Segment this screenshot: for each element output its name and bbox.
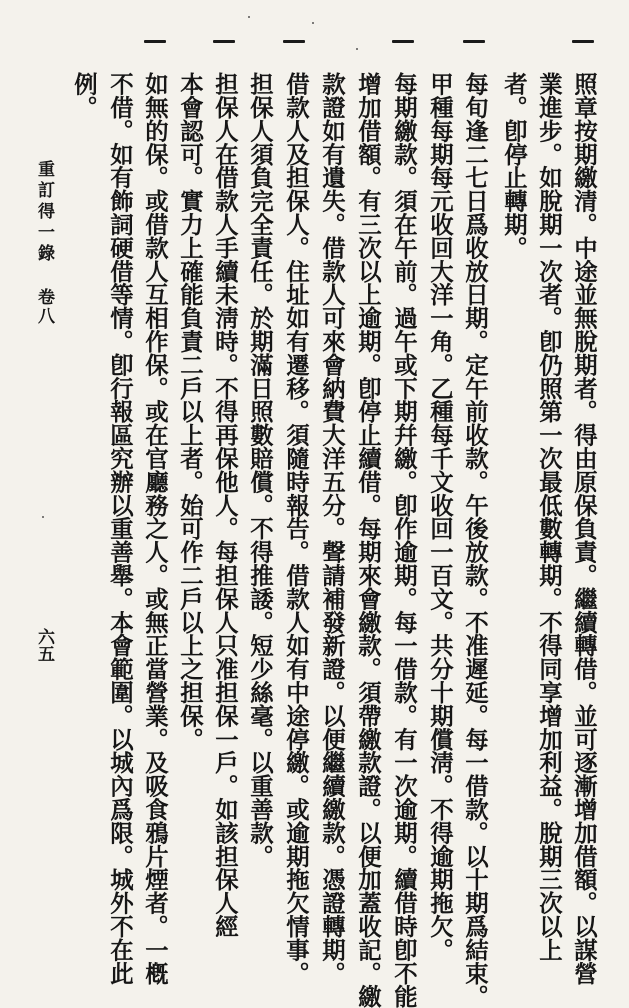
text-column-14: 不借。如有飾詞硬借等情。卽行報區究辦以重善舉。本會範圍。以城內爲限。城外不在此 [106, 72, 134, 985]
text-column-2: 業進步。如脫期一次者。卽仍照第一次最低數轉期。不得同享增加利益。脫期三次以上 [535, 72, 563, 962]
item-marker-dash [572, 40, 594, 43]
item-marker-dash [213, 40, 235, 43]
text-column-8: 款證如有遺失。借款人可來會納費大洋五分。聲請補發新證。以便繼續繳款。憑證轉期。 [318, 72, 346, 985]
book-title: 重訂得一錄 [34, 160, 54, 265]
item-marker-dash [144, 40, 166, 43]
scan-speck [42, 516, 44, 518]
text-column-4: 每旬逢二七日爲收放日期。定午前收款。午後放款。不准遲延。每一借款。以十期爲結束。 [461, 72, 489, 1008]
text-column-12: 本會認可。實力上確能負責二戶以上者。始可作二戶以上之担保。 [176, 72, 204, 751]
scan-speck [312, 22, 314, 24]
scan-speck [248, 16, 250, 18]
text-column-6: 每期繳款。須在午前。過午或下期幷繳。卽作逾期。每一借款。有一次逾期。續借時卽不能 [390, 72, 418, 1008]
text-column-1: 照章按期繳清。中途並無脫期者。得由原保負責。繼續轉借。並可逐漸增加借額。以謀營 [570, 72, 598, 985]
text-column-13: 如無的保。或借款人互相作保。或在官廳務之人。或無正當營業。及吸食鴉片煙者。一槪 [141, 72, 169, 985]
item-marker-dash [463, 40, 485, 43]
text-column-15: 例。 [70, 72, 98, 119]
item-marker-dash [283, 40, 305, 43]
item-marker-dash [392, 40, 414, 43]
text-column-9: 借款人及担保人。住址如有遷移。須隨時報告。借款人如有中途停繳。或逾期拖欠情事。 [282, 72, 310, 985]
page-number: 六五 [34, 628, 54, 662]
text-column-7: 增加借額。有三次以上逾期。卽停止續借。每期來會繳款。須帶繳款證。以便加蓋收記。繳 [354, 72, 382, 1008]
text-column-3: 者。卽停止轉期。 [500, 72, 528, 260]
text-column-10: 担保人須負完全責任。於期滿日照數賠償。不得推諉。短少絲毫。以重善款。 [246, 72, 274, 868]
text-column-5: 甲種每期每元收回大洋一角。乙種每千文收回一百文。共分十期償淸。不得逾期拖欠。 [426, 72, 454, 962]
scan-speck [356, 48, 358, 50]
volume-label: 卷八 [34, 288, 54, 326]
text-column-11: 担保人在借款人手續未淸時。不得再保他人。每担保人只准担保一戶。如該担保人經 [211, 72, 239, 938]
